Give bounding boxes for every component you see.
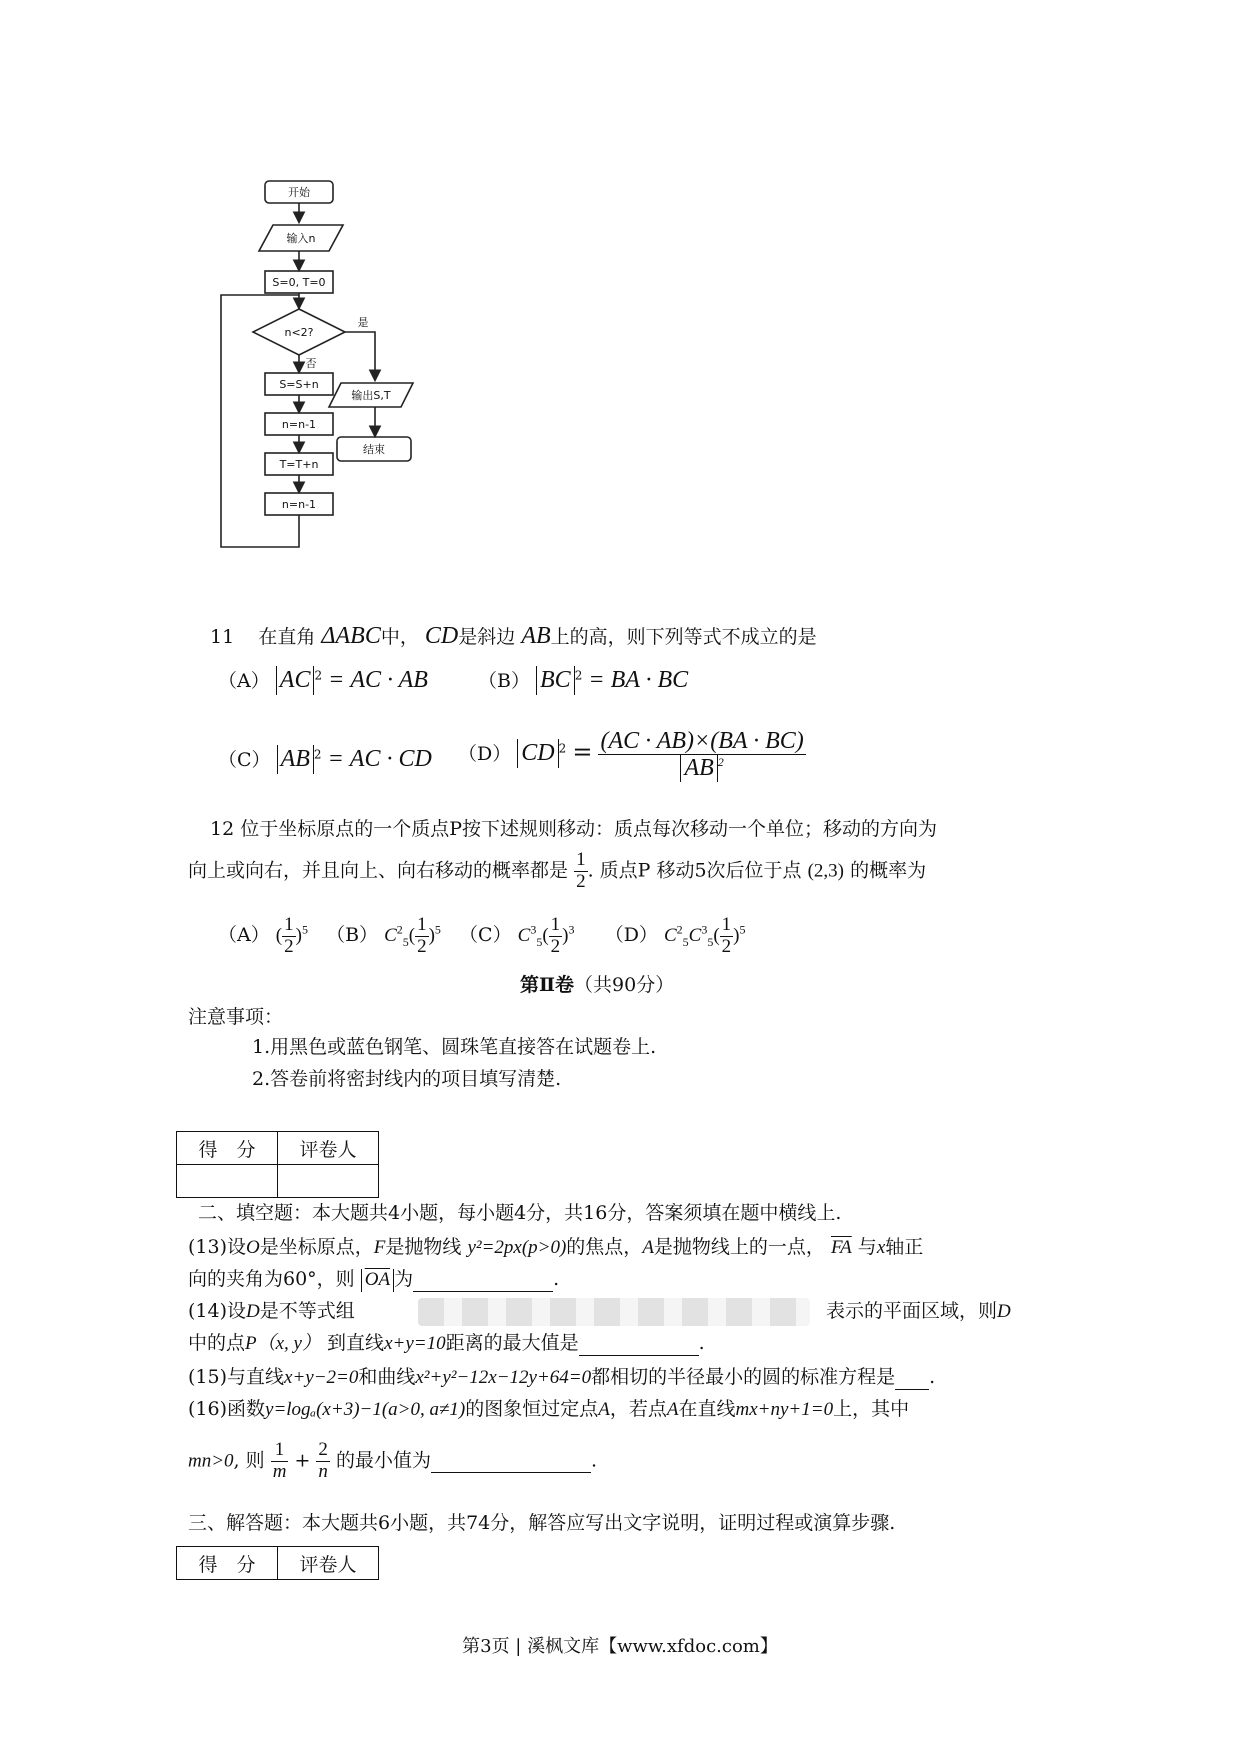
q11-stem: 11 在直角 ΔABC中， CD是斜边 AB上的高，则下列等式不成立的是: [210, 623, 817, 649]
q14-line2: 中的点P（x, y） 到直线x+y=10距离的最大值是 .: [188, 1332, 705, 1354]
fill-section-heading: 二、填空题：本大题共4小题，每小题4分，共16分，答案须填在题中横线上.: [198, 1202, 842, 1224]
grader-header: 评卷人: [278, 1547, 379, 1580]
flow-step4-label: n=n-1: [281, 498, 317, 511]
flow-step1-label: S=S+n: [279, 378, 319, 391]
grader-header: 评卷人: [278, 1132, 379, 1165]
flow-input-label: 输入n: [286, 232, 316, 245]
flow-start-label: 开始: [288, 186, 310, 199]
flow-step2-label: n=n-1: [281, 418, 317, 431]
flow-output-label: 输出S,T: [351, 389, 391, 402]
flow-init-label: S=0, T=0: [272, 276, 326, 289]
score-table-2: [176, 1546, 379, 1580]
score-table-1: [176, 1131, 379, 1198]
grader-cell[interactable]: [278, 1165, 379, 1198]
flow-condition-label: n<2?: [284, 326, 314, 339]
q11-option-a: （A） AC $^2$ = AC · AB: [218, 667, 428, 693]
q16-answer-blank[interactable]: [431, 1449, 591, 1473]
flow-no-label: 否: [305, 357, 317, 370]
flow-step3-label: T=T+n: [279, 458, 319, 471]
notice-item-1: 1.用黑色或蓝色钢笔、圆珠笔直接答在试题卷上.: [252, 1036, 657, 1058]
q15-line: (15)与直线x+y−2=0和曲线x²+y²−12x−12y+64=0都相切的半径最小的圆的标准方程是 .: [188, 1366, 936, 1388]
q16-line2: mn>0, 则 $\frac{1}{m}$ + $\frac{2}{n}$ 的最小值为 .: [188, 1439, 598, 1482]
q14-system-image-blurred: [418, 1298, 810, 1326]
q16-line1: (16)函数y=logₐ(x+3)−1(a>0, a≠1)的图象恒过定点A，若点A在直线mx+ny+1=0上，其中: [188, 1398, 910, 1420]
q11-option-b: （B） BC $^2$ = BA · BC: [478, 667, 689, 693]
score-cell[interactable]: [177, 1165, 278, 1198]
notice-heading: 注意事项：: [188, 1006, 284, 1028]
q14-line1: (14)设D是不等式组: [188, 1300, 355, 1322]
q15-answer-blank[interactable]: [895, 1366, 929, 1390]
q14-answer-blank[interactable]: [579, 1332, 699, 1356]
q13-answer-blank[interactable]: [413, 1268, 553, 1292]
score-header: 得 分: [177, 1547, 278, 1580]
q11-option-d: （D） CD $^2$ = $\frac{(AC \cdot AB)\times(BA \cdot BC)}{AB ^2}$: [458, 728, 804, 782]
answer-section-heading: 三、解答题：本大题共6小题，共74分，解答应写出文字说明，证明过程或演算步骤.: [188, 1512, 896, 1534]
page-footer: 第3页 | 溪枫文库【www.xfdoc.com】: [462, 1636, 778, 1657]
q13-line1: (13)设O是坐标原点，F是抛物线 y²=2px(p>0)的焦点，A是抛物线上的一点， $\overline{FA}$ 与x轴正: [188, 1236, 924, 1258]
flowchart: [215, 175, 455, 570]
q12-line2: 向上或向右，并且向上、向右移动的概率都是 $\frac{1}{2}$ . 质点P 移动5次后位于点 (2,3) 的概率为: [188, 849, 927, 892]
q11-option-c: （C） AB $^2$ = AC · CD: [218, 746, 432, 772]
q12-line1: 12 位于坐标原点的一个质点P按下述规则移动：质点每次移动一个单位；移动的方向为: [210, 818, 938, 840]
q12-options: （A） ( $\frac{1}{2}$ )$^5$ （B） $C^2_5$( $\frac{1}{2}$ )$^5$ （C） $C^3_5$( $\frac{1}{2}$ )$^3$ （D） $C^2_5C^3_5$( $\frac{1}{2}$ )$^5$: [218, 914, 746, 957]
part2-title: 第Ⅱ卷（共90分）: [520, 974, 675, 996]
notice-item-2: 2.答卷前将密封线内的项目填写清楚.: [252, 1068, 562, 1090]
q13-line2: 向的夹角为60°，则 $\overline{OA}$ 为 .: [188, 1268, 560, 1290]
flow-yes-label: 是: [357, 316, 369, 329]
q14-line1-tail: 表示的平面区域，则D: [826, 1300, 1011, 1322]
score-header: 得 分: [177, 1132, 278, 1165]
flow-end-label: 结束: [363, 443, 385, 456]
